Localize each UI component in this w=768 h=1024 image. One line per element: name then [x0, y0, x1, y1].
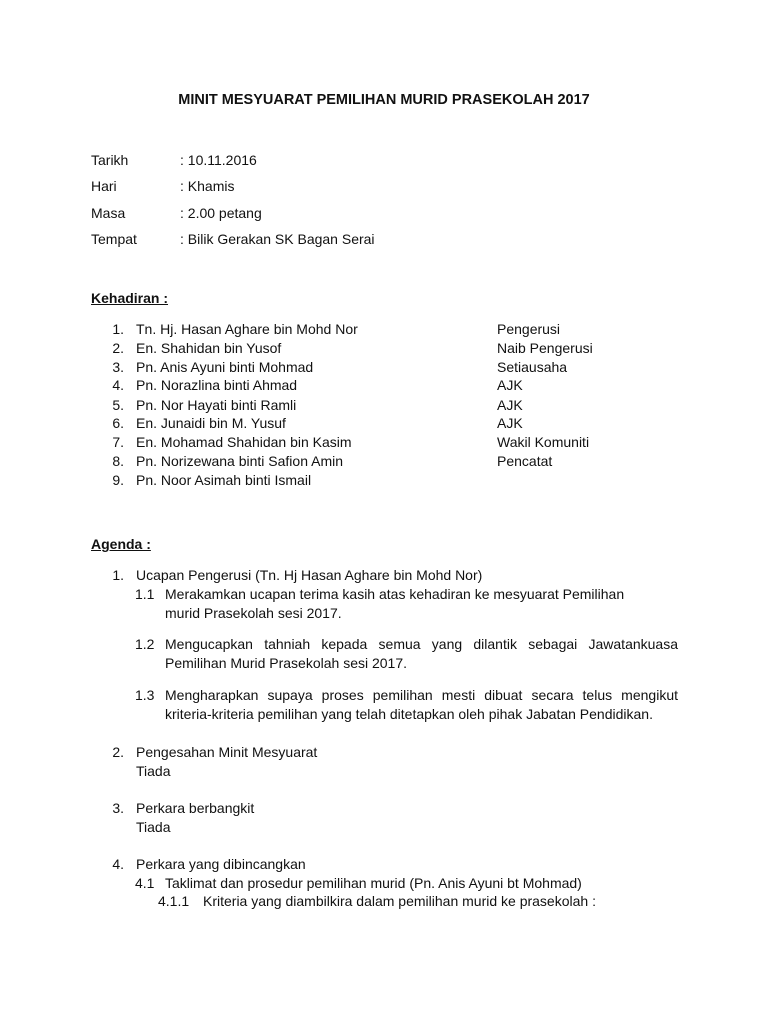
attendance-name: Tn. Hj. Hasan Aghare bin Mohd Nor [136, 321, 358, 337]
attendance-name: En. Junaidi bin M. Yusuf [136, 415, 286, 431]
attendance-num: 1. [112, 321, 124, 337]
attendance-name: Pn. Nor Hayati binti Ramli [136, 397, 297, 413]
agenda-note: Tiada [136, 819, 171, 835]
attendance-num: 7. [112, 434, 124, 450]
agenda-subsub-text: Kriteria yang diambilkira dalam pemilihan murid ke prasekolah : [203, 893, 596, 909]
agenda-title: Perkara berbangkit [136, 800, 255, 816]
attendance-num: 4. [112, 377, 124, 393]
attendance-num: 2. [112, 340, 124, 356]
attendance-name: En. Shahidan bin Yusof [136, 340, 282, 356]
agenda-num: 3. [112, 800, 124, 816]
agenda-sub-text: Merakamkan ucapan terima kasih atas kehadiran ke mesyuarat Pemilihan [165, 586, 625, 602]
agenda-title: Pengesahan Minit Mesyuarat [136, 744, 318, 760]
attendance-name: Pn. Noor Asimah binti Ismail [136, 472, 312, 488]
agenda-sub-text: Pemilihan Murid Prasekolah sesi 2017. [165, 655, 408, 671]
agenda-sub-num: 1.2 [135, 636, 155, 652]
attendance-role: AJK [497, 397, 523, 413]
attendance-name: Pn. Norazlina binti Ahmad [136, 377, 298, 393]
agenda-sub-text: Mengucapkan tahniah kepada semua yang dilantik sebagai Jawatankuasa [165, 636, 678, 652]
detail-value-tempat: : Bilik Gerakan SK Bagan Serai [180, 231, 375, 247]
attendance-role: Setiausaha [497, 359, 568, 375]
attendance-name: Pn. Anis Ayuni binti Mohmad [136, 359, 314, 375]
agenda-heading: Agenda : [91, 536, 151, 552]
attendance-role: Pengerusi [497, 321, 561, 337]
agenda-num: 4. [112, 856, 124, 872]
detail-value-hari: : Khamis [180, 178, 235, 194]
agenda-subsub-num: 4.1.1 [158, 893, 190, 909]
attendance-role: Wakil Komuniti [497, 434, 590, 450]
attendance-num: 9. [112, 472, 124, 488]
agenda-sub-num: 1.1 [135, 586, 155, 602]
agenda-sub-text: kriteria-kriteria pemilihan yang telah ditetapkan oleh pihak Jabatan Pendidikan. [165, 706, 653, 722]
agenda-num: 2. [112, 744, 124, 760]
agenda-sub-text: Mengharapkan supaya proses pemilihan mesti dibuat secara telus mengikut [165, 687, 678, 703]
detail-label-tarikh: Tarikh [91, 152, 129, 168]
detail-value-tarikh: : 10.11.2016 [180, 152, 257, 168]
attendance-num: 3. [112, 359, 124, 375]
attendance-num: 6. [112, 415, 124, 431]
attendance-num: 8. [112, 453, 124, 469]
detail-label-masa: Masa [91, 205, 126, 221]
agenda-num: 1. [112, 567, 124, 583]
attendance-role: Pencatat [497, 453, 553, 469]
attendance-role: Naib Pengerusi [497, 340, 593, 356]
agenda-sub-text: Taklimat dan prosedur pemilihan murid (Pn. Anis Ayuni bt Mohmad) [165, 875, 582, 891]
agenda-title: Ucapan Pengerusi (Tn. Hj Hasan Aghare bin Mohd Nor) [136, 567, 483, 583]
detail-label-tempat: Tempat [91, 231, 137, 247]
agenda-note: Tiada [136, 763, 171, 779]
page-title: MINIT MESYUARAT PEMILIHAN MURID PRASEKOLAH 2017 [178, 92, 590, 108]
agenda-title: Perkara yang dibincangkan [136, 856, 306, 872]
attendance-heading: Kehadiran : [91, 290, 169, 306]
detail-label-hari: Hari [91, 178, 117, 194]
agenda-sub-text: murid Prasekolah sesi 2017. [165, 605, 342, 621]
agenda-sub-num: 4.1 [135, 875, 155, 891]
attendance-role: AJK [497, 377, 523, 393]
agenda-sub-num: 1.3 [135, 687, 155, 703]
attendance-num: 5. [112, 397, 124, 413]
detail-value-masa: : 2.00 petang [180, 205, 262, 221]
attendance-name: En. Mohamad Shahidan bin Kasim [136, 434, 352, 450]
attendance-name: Pn. Norizewana binti Safion Amin [136, 453, 343, 469]
attendance-role: AJK [497, 415, 523, 431]
